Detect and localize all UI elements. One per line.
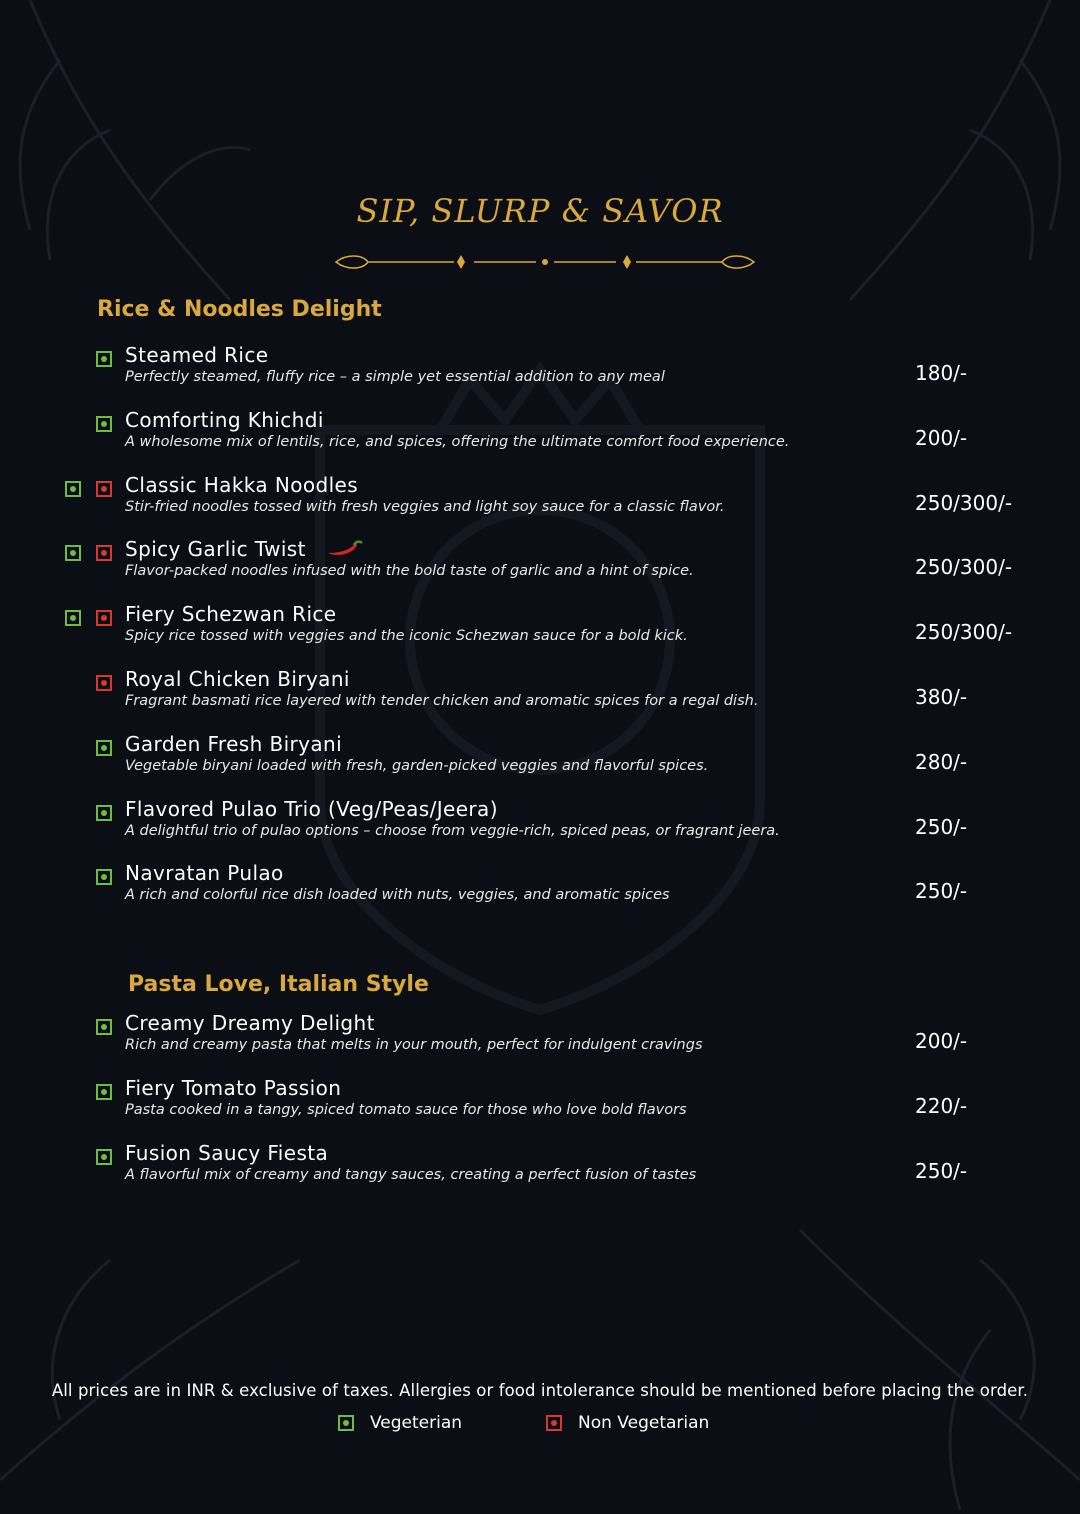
- item-name: Classic Hakka Noodles: [125, 473, 359, 497]
- menu-item: [0, 1076, 1080, 1136]
- item-price: 200/-: [915, 1029, 968, 1053]
- nonveg-mark-icon: [546, 1415, 562, 1431]
- ornamental-divider: [334, 250, 756, 274]
- nonveg-mark-icon: [96, 481, 112, 497]
- item-name: Spicy Garlic Twist: [125, 537, 306, 561]
- item-description: A delightful trio of pulao options – choose from veggie-rich, spiced peas, or fragrant jeera.: [125, 823, 780, 839]
- item-price: 180/-: [915, 361, 968, 385]
- item-description: A wholesome mix of lentils, rice, and spices, offering the ultimate comfort food experience.: [125, 434, 790, 450]
- item-price: 380/-: [915, 685, 968, 709]
- item-description: Flavor-packed noodles infused with the bold taste of garlic and a hint of spice.: [125, 563, 694, 579]
- section-title: Rice & Noodles Delight: [97, 297, 382, 322]
- legend-nonveg-label: Non Vegetarian: [578, 1413, 710, 1433]
- menu-item: [0, 537, 1080, 597]
- item-price: 280/-: [915, 750, 968, 774]
- item-price: 200/-: [915, 426, 968, 450]
- item-description: A rich and colorful rice dish loaded with nuts, veggies, and aromatic spices: [125, 887, 670, 903]
- menu-item: [0, 1141, 1080, 1201]
- item-price: 250/300/-: [915, 555, 1013, 579]
- item-name: Flavored Pulao Trio (Veg/Peas/Jeera): [125, 797, 498, 821]
- nonveg-mark-icon: [96, 545, 112, 561]
- item-price: 250/-: [915, 1159, 968, 1183]
- veg-mark-icon: [96, 1084, 112, 1100]
- item-price: 250/-: [915, 815, 968, 839]
- item-price: 220/-: [915, 1094, 968, 1118]
- menu-item: [0, 602, 1080, 662]
- veg-mark-icon: [96, 740, 112, 756]
- item-name: Creamy Dreamy Delight: [125, 1011, 375, 1035]
- menu-item: [0, 343, 1080, 403]
- item-description: Pasta cooked in a tangy, spiced tomato sauce for those who love bold flavors: [125, 1102, 687, 1118]
- veg-mark-icon: [338, 1415, 354, 1431]
- menu-item: [0, 1011, 1080, 1071]
- item-description: A flavorful mix of creamy and tangy sauces, creating a perfect fusion of tastes: [125, 1167, 697, 1183]
- section-title: Pasta Love, Italian Style: [128, 972, 429, 997]
- menu-item: [0, 732, 1080, 792]
- nonveg-mark-icon: [96, 610, 112, 626]
- veg-mark-icon: [96, 869, 112, 885]
- item-name: Comforting Khichdi: [125, 408, 324, 432]
- footer-note: All prices are in INR & exclusive of taxes. Allergies or food intolerance should be mentioned before placing the order.: [51, 1381, 1029, 1400]
- item-description: Spicy rice tossed with veggies and the iconic Schezwan sauce for a bold kick.: [125, 628, 688, 644]
- item-description: Fragrant basmati rice layered with tender chicken and aromatic spices for a regal dish.: [125, 693, 759, 709]
- menu-item: [0, 473, 1080, 533]
- item-name: Fiery Schezwan Rice: [125, 602, 337, 626]
- veg-mark-icon: [65, 545, 81, 561]
- nonveg-mark-icon: [96, 675, 112, 691]
- item-description: Perfectly steamed, fluffy rice – a simple yet essential addition to any meal: [125, 369, 665, 385]
- item-description: Stir-fried noodles tossed with fresh veggies and light soy sauce for a classic flavor.: [125, 499, 725, 515]
- veg-mark-icon: [96, 1149, 112, 1165]
- veg-mark-icon: [65, 610, 81, 626]
- item-name: Navratan Pulao: [125, 861, 284, 885]
- veg-mark-icon: [65, 481, 81, 497]
- menu-item: [0, 861, 1080, 921]
- item-name: Royal Chicken Biryani: [125, 667, 350, 691]
- item-description: Vegetable biryani loaded with fresh, garden-picked veggies and flavorful spices.: [125, 758, 709, 774]
- item-price: 250/300/-: [915, 620, 1013, 644]
- item-name: Steamed Rice: [125, 343, 269, 367]
- item-description: Rich and creamy pasta that melts in your mouth, perfect for indulgent cravings: [125, 1037, 703, 1053]
- menu-item: [0, 797, 1080, 857]
- chili-icon: [324, 539, 364, 559]
- item-price: 250/300/-: [915, 491, 1013, 515]
- menu-title: SIP, SLURP & SAVOR: [356, 192, 724, 230]
- veg-mark-icon: [96, 805, 112, 821]
- veg-mark-icon: [96, 1019, 112, 1035]
- veg-mark-icon: [96, 416, 112, 432]
- item-name: Fiery Tomato Passion: [125, 1076, 342, 1100]
- menu-item: [0, 408, 1080, 468]
- veg-mark-icon: [96, 351, 112, 367]
- item-name: Garden Fresh Biryani: [125, 732, 343, 756]
- item-price: 250/-: [915, 879, 968, 903]
- legend-veg-label: Vegeterian: [370, 1413, 463, 1433]
- menu-item: [0, 667, 1080, 727]
- item-name: Fusion Saucy Fiesta: [125, 1141, 329, 1165]
